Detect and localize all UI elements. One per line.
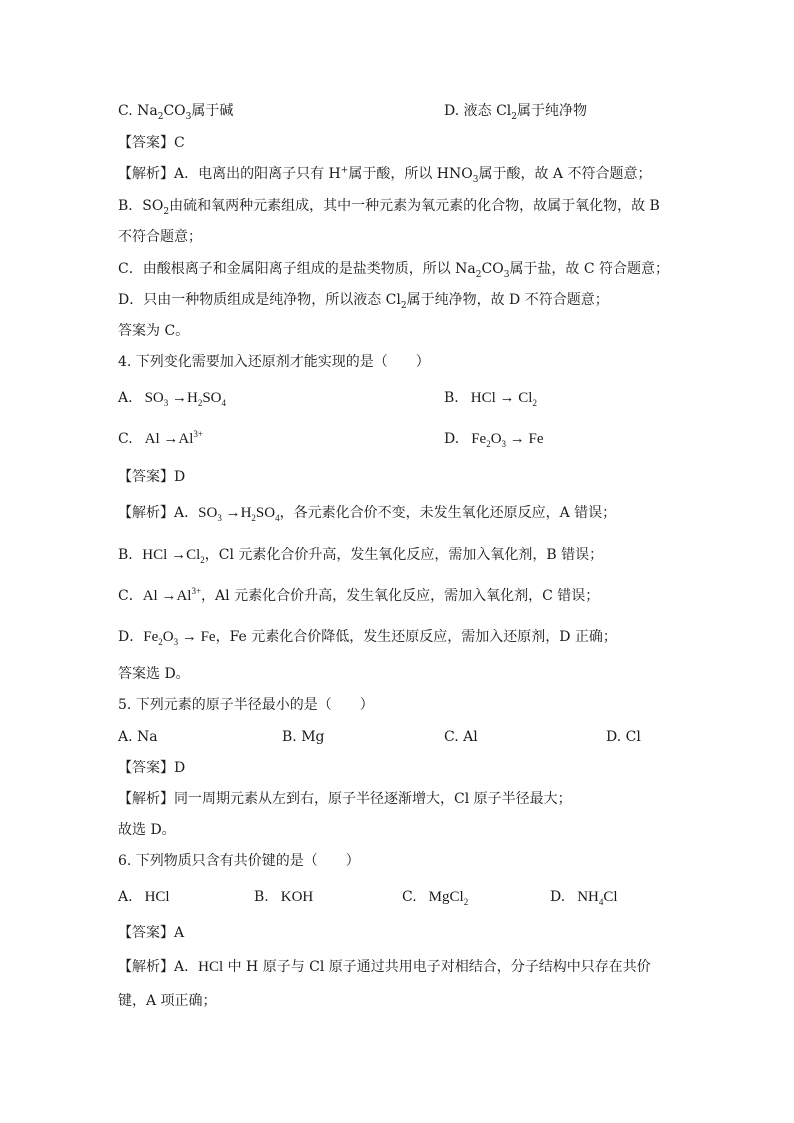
q5-analysis: 【解析】同一周期元素从左到右，原子半径逐渐增大，Cl 原子半径最大；: [118, 791, 572, 807]
q4-analysis-b: B．HCl $\to Cl_2$，Cl 元素化合价升高，发生氧化反应，需加入氧化剂，B 错误；: [118, 547, 604, 565]
q3-option-d: D. 液态 $Cl_2$属于纯净物: [444, 103, 587, 122]
q3-analysis-line-1: 【解析】A．电离出的阳离子只有 H+属于酸，所以 $HNO_3$属于酸，故 A 不符合题意；: [118, 165, 652, 185]
q4-option-d: D. $Fe_2O_3 \to Fe$: [444, 431, 544, 449]
q4-analysis-d: D．$Fe_2O_3 \to Fe$，Fe 元素化合价降低，发生还原反应，需加入还原剂，D 正确；: [118, 629, 617, 647]
q5-option-a: A. Na: [118, 729, 158, 745]
q5-option-d: D. Cl: [606, 729, 641, 745]
q5-stem: 5. 下列元素的原子半径最小的是（ ）: [118, 697, 374, 713]
q4-analysis-conclusion: 答案选 D。: [118, 666, 190, 682]
q6-stem: 6. 下列物质只含有共价键的是（ ）: [118, 853, 360, 869]
q4-option-a: A. $SO_3 \to H_2SO_4$: [118, 390, 227, 408]
q6-option-a: A. HCl: [118, 889, 170, 905]
q3-answer: 【答案】C: [118, 135, 185, 151]
q3-analysis-line-4: C．由酸根离子和金属阳离子组成的是盐类物质，所以 $Na_2CO_3$属于盐，故 C 符合题意；: [118, 261, 670, 280]
q4-stem: 4. 下列变化需要加入还原剂才能实现的是（ ）: [118, 354, 430, 370]
q5-option-b: B. Mg: [282, 729, 325, 745]
q4-analysis-c: C．$Al \to Al^{3+}$，Al 元素化合价升高，发生氧化反应，需加入氧化剂，C 错误；: [118, 586, 600, 604]
q4-answer: 【答案】D: [118, 469, 186, 485]
q3-analysis-line-2: B．$SO_2$由硫和氧两种元素组成，其中一种元素为氧元素的化合物，故属于氧化物，故 B: [118, 198, 660, 217]
q3-option-c: C. $Na_2CO_3$属于碱: [118, 103, 234, 122]
q4-option-c: C. $Al \to Al^{3+}$: [118, 429, 203, 447]
q3-analysis-line-3: 不符合题意；: [118, 229, 202, 245]
q6-option-c: C. MgCl$_2$: [402, 889, 469, 907]
q6-answer: 【答案】A: [118, 925, 185, 941]
q6-analysis-line-1: 【解析】A．HCl 中 H 原子与 Cl 原子通过共用电子对相结合，分子结构中只存在共价: [118, 959, 651, 975]
q6-option-d: D. $NH_4Cl$: [550, 889, 618, 907]
q5-answer: 【答案】D: [118, 760, 186, 776]
q4-option-b: B. HCl → $Cl_2$: [444, 390, 537, 408]
q5-option-c: C. Al: [444, 729, 478, 745]
q4-analysis-a: 【解析】A．$SO_3 \to H_2SO_4$，各元素化合价不变，未发生氧化还原反应，A 错误；: [118, 505, 617, 523]
q3-analysis-line-5: D．只由一种物质组成是纯净物，所以液态 $Cl_2$属于纯净物，故 D 不符合题意；: [118, 292, 609, 311]
q5-analysis-conclusion: 故选 D。: [118, 822, 176, 838]
q6-analysis-line-2: 键，A 项正确；: [118, 993, 217, 1009]
q3-analysis-conclusion: 答案为 C。: [118, 323, 190, 339]
q6-option-b: B. KOH: [254, 889, 314, 905]
